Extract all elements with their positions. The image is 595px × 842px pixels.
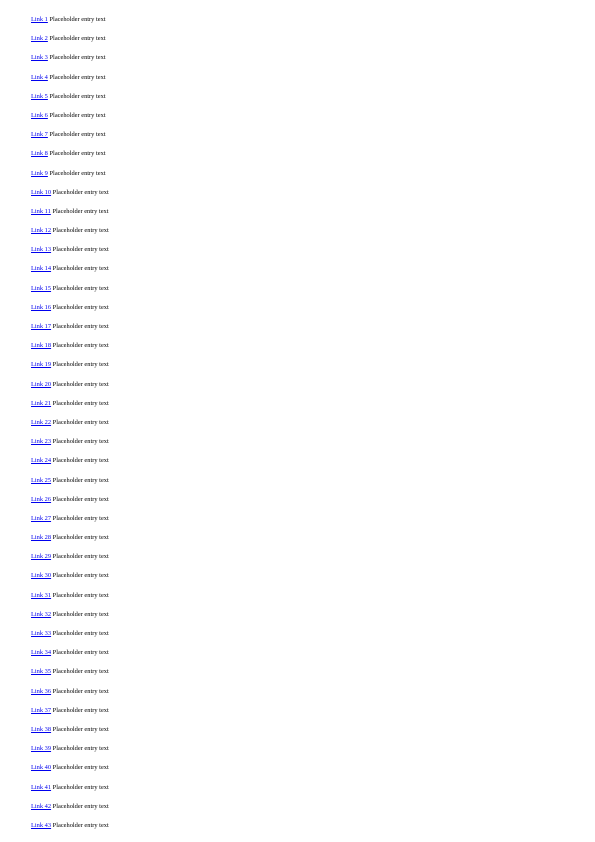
- list-item: [31, 323, 557, 331]
- standard-link[interactable]: Link 6: [31, 111, 48, 119]
- entry-text: Placeholder entry text: [52, 399, 109, 407]
- standard-link[interactable]: Link 43: [31, 821, 52, 829]
- list-item: [31, 515, 557, 523]
- entry-text: Placeholder entry text: [52, 553, 109, 561]
- standard-link[interactable]: Link 15: [31, 284, 52, 292]
- standard-link[interactable]: Link 21: [31, 399, 52, 407]
- entry-text: Placeholder entry text: [52, 438, 109, 446]
- list-item: [31, 764, 557, 772]
- standard-link[interactable]: Link 25: [31, 476, 52, 484]
- standard-link[interactable]: Link 24: [31, 457, 52, 465]
- entry-text: Placeholder entry text: [52, 764, 109, 772]
- entry-text: Placeholder entry text: [52, 821, 109, 829]
- list-item: [31, 592, 557, 600]
- list-item: [31, 246, 557, 254]
- entry-text: Placeholder entry text: [52, 649, 109, 657]
- standard-link[interactable]: Link 40: [31, 764, 52, 772]
- list-item: [31, 457, 557, 465]
- list-item: [31, 726, 557, 734]
- list-item: [31, 400, 557, 408]
- entry-text: Placeholder entry text: [49, 73, 106, 81]
- standard-link[interactable]: Link 3: [31, 54, 48, 62]
- standard-link[interactable]: Link 9: [31, 169, 48, 177]
- list-item: [31, 227, 557, 235]
- standard-link[interactable]: Link 33: [31, 630, 52, 637]
- standard-link[interactable]: Link 17: [31, 323, 52, 330]
- list-item: [31, 54, 557, 62]
- entry-text: Placeholder entry text: [52, 227, 109, 235]
- entry-text: Placeholder entry text: [52, 265, 109, 273]
- list-item: [31, 112, 557, 120]
- entry-text: Placeholder entry text: [52, 783, 109, 791]
- list-item: [31, 688, 557, 696]
- standard-link[interactable]: Link 31: [31, 591, 52, 599]
- list-item: [31, 304, 557, 312]
- entry-text: Placeholder entry text: [52, 725, 109, 733]
- entry-text: Placeholder entry text: [52, 361, 109, 369]
- standard-link[interactable]: Link 5: [31, 92, 48, 100]
- standard-link[interactable]: Link 23: [31, 438, 52, 446]
- entry-text: Placeholder entry text: [52, 802, 109, 810]
- standard-link[interactable]: Link 10: [31, 188, 52, 196]
- standard-link[interactable]: Link 13: [31, 246, 52, 254]
- list-item: [31, 419, 557, 427]
- list-item: [31, 707, 557, 715]
- standard-link[interactable]: Link 26: [31, 495, 52, 503]
- list-item: [31, 630, 557, 638]
- entry-text: Placeholder entry text: [52, 476, 109, 484]
- standard-link[interactable]: Link 7: [31, 131, 48, 139]
- entry-text: Placeholder entry text: [52, 706, 109, 714]
- list-item: [31, 438, 557, 446]
- entry-text: Placeholder entry text: [52, 284, 109, 292]
- entry-text: Placeholder entry text: [49, 111, 106, 119]
- list-item: [31, 668, 557, 676]
- entry-text: Placeholder entry text: [52, 534, 109, 542]
- standard-link[interactable]: Link 28: [31, 534, 52, 542]
- standard-link[interactable]: Link 16: [31, 303, 52, 311]
- entry-text: Placeholder entry text: [49, 92, 106, 100]
- list-item: [31, 189, 557, 197]
- list-item: [31, 285, 557, 293]
- entry-text: Placeholder entry text: [52, 418, 109, 426]
- list-item: [31, 553, 557, 561]
- list-item: [31, 745, 557, 753]
- list-item: [31, 611, 557, 619]
- list-item: [31, 150, 557, 158]
- list-item: [31, 131, 557, 139]
- list-item: [31, 822, 557, 830]
- entry-text: Placeholder entry text: [52, 610, 109, 618]
- list-item: [31, 496, 557, 504]
- standard-link[interactable]: Link 34: [31, 649, 52, 657]
- entry-text: Placeholder entry text: [52, 514, 109, 522]
- standard-link[interactable]: Link 20: [31, 380, 52, 388]
- entry-text: Placeholder entry text: [52, 342, 109, 350]
- standard-link[interactable]: Link 19: [31, 361, 52, 369]
- list-item: [31, 342, 557, 350]
- list-item: [31, 74, 557, 82]
- standard-link[interactable]: Link 35: [31, 668, 52, 676]
- standard-link[interactable]: Link 8: [31, 150, 48, 158]
- standard-link[interactable]: Link 30: [31, 572, 52, 580]
- list-item: [31, 170, 557, 178]
- entry-text: Placeholder entry text: [52, 572, 109, 580]
- list-item: [31, 208, 557, 216]
- list-item: [31, 361, 557, 369]
- entry-text: Placeholder entry text: [52, 687, 109, 695]
- entry-text: Placeholder entry text: [49, 131, 106, 139]
- standard-link[interactable]: Link 36: [31, 687, 52, 695]
- list-item: [31, 784, 557, 792]
- entry-text: Placeholder entry text: [52, 668, 109, 676]
- standards-list: [31, 16, 557, 830]
- entry-text: Placeholder entry text: [52, 207, 109, 215]
- standard-link[interactable]: Link 29: [31, 553, 52, 561]
- entry-text: Placeholder entry text: [52, 303, 109, 311]
- entry-text: Placeholder entry text: [49, 35, 106, 43]
- list-item: [31, 572, 557, 580]
- standard-link[interactable]: Link 37: [31, 706, 52, 714]
- standard-link[interactable]: Link 42: [31, 802, 52, 810]
- entry-text: Placeholder entry text: [49, 169, 106, 177]
- standard-link[interactable]: Link 18: [31, 342, 52, 350]
- entry-text: Placeholder entry text: [52, 323, 109, 330]
- standard-link[interactable]: Link 14: [31, 265, 52, 273]
- standard-link[interactable]: Link 4: [31, 73, 48, 81]
- entry-text: Placeholder entry text: [52, 457, 109, 465]
- list-item: [31, 16, 557, 24]
- list-item: [31, 477, 557, 485]
- standard-link[interactable]: Link 41: [31, 783, 52, 791]
- list-item: [31, 265, 557, 273]
- list-item: [31, 534, 557, 542]
- entry-text: Placeholder entry text: [49, 16, 106, 23]
- entry-text: Placeholder entry text: [49, 150, 106, 158]
- entry-text: Placeholder entry text: [52, 591, 109, 599]
- entry-text: Placeholder entry text: [52, 745, 109, 753]
- standard-link[interactable]: Link 39: [31, 745, 52, 753]
- entry-text: Placeholder entry text: [52, 380, 109, 388]
- standard-link[interactable]: Link 12: [31, 227, 52, 235]
- list-item: [31, 93, 557, 101]
- entry-text: Placeholder entry text: [49, 54, 106, 62]
- entry-text: Placeholder entry text: [52, 630, 109, 637]
- standard-link[interactable]: Link 32: [31, 610, 52, 618]
- list-item: [31, 649, 557, 657]
- standard-link[interactable]: Link 1: [31, 16, 48, 23]
- standard-link[interactable]: Link 27: [31, 514, 52, 522]
- standard-link[interactable]: Link 11: [31, 207, 51, 215]
- standard-link[interactable]: Link 22: [31, 418, 52, 426]
- entry-text: Placeholder entry text: [52, 188, 109, 196]
- standard-link[interactable]: Link 2: [31, 35, 48, 43]
- standard-link[interactable]: Link 38: [31, 725, 52, 733]
- entry-text: Placeholder entry text: [52, 495, 109, 503]
- list-item: [31, 35, 557, 43]
- list-item: [31, 803, 557, 811]
- entry-text: Placeholder entry text: [52, 246, 109, 254]
- list-item: [31, 381, 557, 389]
